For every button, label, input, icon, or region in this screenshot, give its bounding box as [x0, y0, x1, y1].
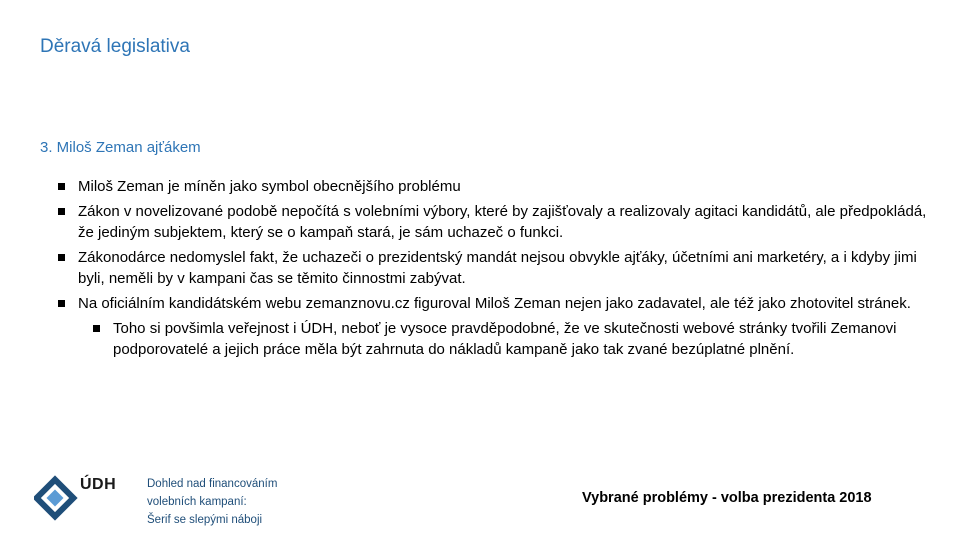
footer-organization — [147, 475, 277, 529]
slide-content — [55, 176, 935, 364]
bullet-item: Zákonodárce nedomyslel fakt, že uchazeči o prezidentský mandát nejsou obvykle ajťáky, účetními ani marketéry, a i kdyby jimi byli, neměli by v kampani čas se těmito činnostmi zabývat. — [55, 247, 935, 289]
logo-text: ÚDH — [80, 476, 117, 493]
footer-topic: Vybrané problémy - volba prezidenta 2018 — [582, 490, 872, 506]
footer-org-line: Šerif se slepými náboji — [147, 514, 263, 526]
sub-bullet-item: Toho si povšimla veřejnost i ÚDH, neboť je vysoce pravděpodobné, že ve skutečnosti webové stránky tvořili Zemanovi podporovatelé a jejich práce měla být zahrnuta do nákladů kampaně jako tak zvané bezúplatné plnění. — [90, 318, 935, 360]
bullet-item: Miloš Zeman je míněn jako symbol obecnějšího problému — [55, 176, 935, 197]
slide-title: Děravá legislativa — [40, 36, 190, 57]
slide-subtitle: 3. Miloš Zeman ajťákem — [40, 139, 201, 156]
bullet-item: Na oficiálním kandidátském webu zemanznovu.cz figuroval Miloš Zeman nejen jako zadavatel, ale též jako zhotovitel stránek. — [55, 293, 935, 314]
bullet-list — [55, 176, 935, 360]
footer-org-line: Dohled nad financováním — [147, 478, 278, 490]
bullet-item: Zákon v novelizované podobě nepočítá s volebními výbory, které by zajišťovaly a realizovaly agitaci kandidátů, ale předpokládá, že jediným subjektem, který se o kampaň stará, je sám uchazeč o funkci. — [55, 201, 935, 243]
footer-org-line: volebních kampaní: — [147, 496, 247, 508]
